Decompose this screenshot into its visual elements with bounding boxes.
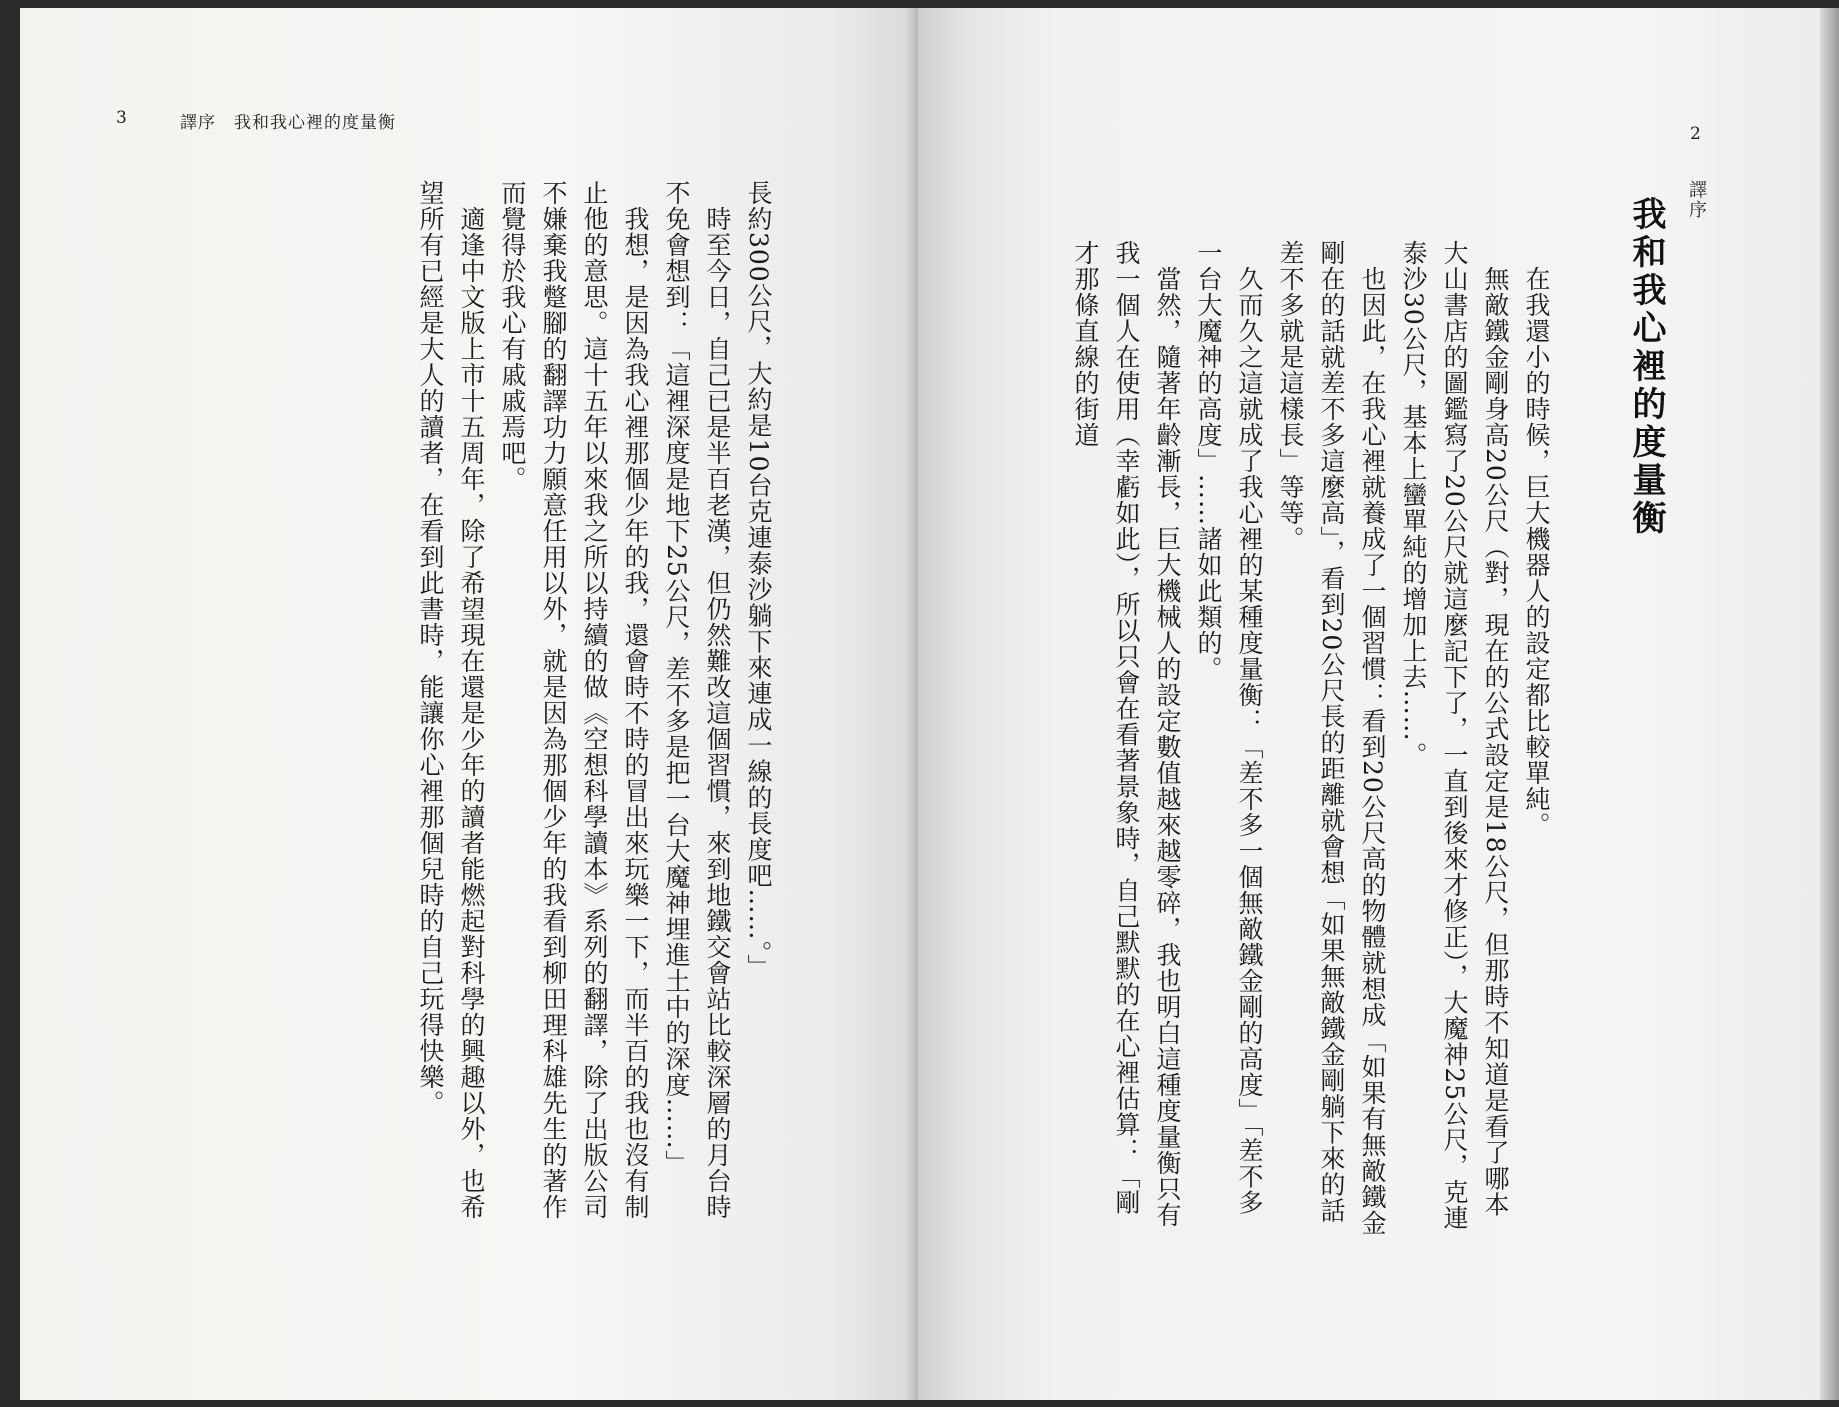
chapter-title: 我和我心裡的度量衡 bbox=[1626, 196, 1666, 538]
right-paragraph: 久而久之這就成了我心裡的某種度量衡：「差不多一個無敵鐵金剛的高度」「差不多一台大魔神的高度」……諸如此類的。 bbox=[1194, 240, 1264, 1216]
right-paragraph: 無敵鐵金剛身高20公尺（對，現在的公式設定是18公尺，但那時不知道是看了哪本大山書店的圖鑑寫了20公尺就這麼記下了，一直到後來才修正），大魔神25公尺，克連泰沙30公尺，基本上蠻單純的增加上去……。 bbox=[1399, 240, 1510, 1232]
right-page-body bbox=[1065, 240, 1557, 1240]
left-running-head: 譯序 我和我心裡的度量衡 bbox=[180, 113, 396, 133]
left-page-body bbox=[410, 180, 779, 1240]
right-page-number: 2 bbox=[1690, 124, 1701, 144]
section-label: 譯序 bbox=[1686, 180, 1707, 220]
right-paragraph: 當然，隨著年齡漸長，巨大機械人的設定數值越來越零碎，我也明白這種度量衡只有我一個人在使用（幸虧如此），所以只會在看著景象時，自己默默的在心裡估算：「剛才那條直線的街道 bbox=[1071, 240, 1182, 1228]
right-paragraph: 在我還小的時候，巨大機器人的設定都比較單純。 bbox=[1522, 240, 1551, 838]
left-page-number: 3 bbox=[116, 108, 127, 128]
left-paragraph: 時至今日，自己已是半百老漢，但仍然難改這個習慣，來到地鐵交會站比較深層的月台時不免會想到：「這裡深度是地下25公尺，差不多是把一台大魔神埋進土中的深度……」 bbox=[662, 180, 732, 1220]
left-paragraph: 我想，是因為我心裡那個少年的我，還會時不時的冒出來玩樂一下，而半百的我也沒有制止他的意思。這十五年以來我之所以持續的做《空想科學讀本》系列的翻譯，除了出版公司不嫌棄我蹩腳的翻譯功力願意任用以外，就是因為那個少年的我看到柳田理科雄先生的著作而覺得於我心有戚戚焉吧。 bbox=[498, 180, 650, 1220]
left-paragraph: 適逢中文版上市十五周年，除了希望現在還是少年的讀者能燃起對科學的興趣以外，也希望所有已經是大人的讀者，在看到此書時，能讓你心裡那個兒時的自己玩得快樂。 bbox=[416, 180, 486, 1220]
left-paragraph: 長約300公尺，大約是10台克連泰沙躺下來連成一線的長度吧……。」 bbox=[744, 180, 773, 981]
page-edge bbox=[1820, 8, 1839, 1400]
right-paragraph: 也因此，在我心裡就養成了一個習慣：看到20公尺高的物體就想成「如果有無敵鐵金剛在的話就差不多這麼高」，看到20公尺長的距離就會想「如果無敵鐵金剛躺下來的話差不多就是這樣長」等等。 bbox=[1276, 240, 1387, 1236]
